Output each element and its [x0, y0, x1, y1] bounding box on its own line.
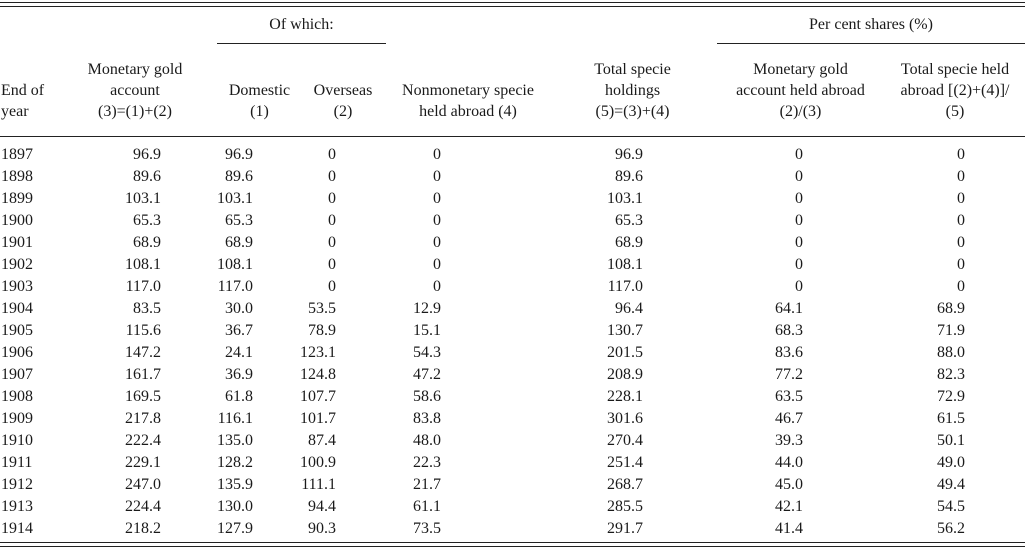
cell-monetary-gold: 117.0 [125, 278, 161, 295]
cell-year: 1905 [1, 322, 33, 339]
group-header-of-which: Of which: [269, 16, 334, 33]
cell-domestic: 117.0 [217, 278, 253, 295]
cell-year: 1899 [1, 190, 33, 207]
cell-share-total: 49.0 [937, 454, 965, 471]
cell-share-total: 0 [957, 256, 965, 273]
cell-share-monetary: 77.2 [775, 366, 803, 383]
cell-overseas: 124.8 [300, 366, 336, 383]
cell-share-monetary: 44.0 [775, 454, 803, 471]
cell-share-total: 49.4 [937, 476, 965, 493]
cell-total-specie: 103.1 [607, 190, 643, 207]
cell-total-specie: 228.1 [607, 388, 643, 405]
cell-overseas: 53.5 [308, 300, 336, 317]
cell-overseas: 0 [328, 234, 336, 251]
bottom-rule-inner [0, 546, 1025, 547]
cell-domestic: 36.7 [225, 322, 253, 339]
cell-monetary-gold: 247.0 [125, 476, 161, 493]
table-row [0, 474, 1025, 496]
cell-share-total: 50.1 [937, 432, 965, 449]
cell-total-specie: 96.4 [615, 300, 643, 317]
table-row [0, 364, 1025, 386]
cell-nonmonetary: 54.3 [413, 344, 441, 361]
cell-overseas: 0 [328, 212, 336, 229]
cell-nonmonetary: 61.1 [413, 498, 441, 515]
cell-nonmonetary: 12.9 [413, 300, 441, 317]
cell-nonmonetary: 0 [433, 168, 441, 185]
cell-domestic: 103.1 [217, 190, 253, 207]
cell-nonmonetary: 0 [433, 234, 441, 251]
cell-share-total: 82.3 [937, 366, 965, 383]
table-row [0, 232, 1025, 254]
cell-share-total: 0 [957, 212, 965, 229]
cell-domestic: 36.9 [225, 366, 253, 383]
cell-domestic: 65.3 [225, 212, 253, 229]
cell-total-specie: 268.7 [607, 476, 643, 493]
cell-year: 1912 [1, 476, 33, 493]
cell-share-monetary: 0 [795, 256, 803, 273]
cell-monetary-gold: 108.1 [125, 256, 161, 273]
cell-domestic: 135.0 [217, 432, 253, 449]
cell-share-total: 72.9 [937, 388, 965, 405]
cell-year: 1901 [1, 234, 33, 251]
column-header-share-total: Total specie held abroad [(2)+(4)]/ (5) [900, 61, 1010, 120]
cell-domestic: 116.1 [217, 410, 253, 427]
cell-share-monetary: 0 [795, 278, 803, 295]
cell-overseas: 0 [328, 256, 336, 273]
cell-year: 1907 [1, 366, 33, 383]
table-row [0, 342, 1025, 364]
cell-overseas: 90.3 [308, 520, 336, 537]
cell-share-total: 68.9 [937, 300, 965, 317]
cell-overseas: 101.7 [300, 410, 336, 427]
cell-total-specie: 251.4 [607, 454, 643, 471]
cell-share-monetary: 45.0 [775, 476, 803, 493]
cell-share-total: 88.0 [937, 344, 965, 361]
cell-share-total: 61.5 [937, 410, 965, 427]
table-row [0, 166, 1025, 188]
cell-share-monetary: 0 [795, 234, 803, 251]
cell-monetary-gold: 161.7 [125, 366, 161, 383]
bottom-rule-outer [0, 542, 1025, 543]
table-row [0, 298, 1025, 320]
cell-domestic: 30.0 [225, 300, 253, 317]
cell-total-specie: 117.0 [607, 278, 643, 295]
cell-nonmonetary: 21.7 [413, 476, 441, 493]
cell-year: 1898 [1, 168, 33, 185]
cell-total-specie: 65.3 [615, 212, 643, 229]
column-header-share-monetary: Monetary gold account held abroad (2)/(3) [736, 61, 865, 120]
table-row [0, 452, 1025, 474]
cell-monetary-gold: 224.4 [125, 498, 161, 515]
cell-domestic: 24.1 [225, 344, 253, 361]
cell-total-specie: 130.7 [607, 322, 643, 339]
cell-nonmonetary: 15.1 [413, 322, 441, 339]
cell-overseas: 94.4 [308, 498, 336, 515]
cell-year: 1904 [1, 300, 33, 317]
table-row [0, 430, 1025, 452]
cell-domestic: 135.9 [217, 476, 253, 493]
cell-share-monetary: 0 [795, 212, 803, 229]
cell-domestic: 130.0 [217, 498, 253, 515]
cell-monetary-gold: 218.2 [125, 520, 161, 537]
cell-nonmonetary: 22.3 [413, 454, 441, 471]
column-header-nonmonetary: Nonmonetary specie held abroad (4) [402, 82, 534, 120]
cell-monetary-gold: 89.6 [133, 168, 161, 185]
group-rule-of-which [217, 43, 386, 44]
cell-overseas: 123.1 [300, 344, 336, 361]
table-row [0, 210, 1025, 232]
data-table [0, 144, 1025, 540]
cell-overseas: 107.7 [300, 388, 336, 405]
cell-year: 1906 [1, 344, 33, 361]
cell-share-monetary: 0 [795, 190, 803, 207]
group-rule-shares [717, 43, 1025, 44]
cell-overseas: 0 [328, 190, 336, 207]
cell-year: 1908 [1, 388, 33, 405]
cell-domestic: 128.2 [217, 454, 253, 471]
table-body [0, 144, 1025, 540]
table-row [0, 144, 1025, 166]
column-header-monetary-gold: Monetary gold account (3)=(1)+(2) [87, 61, 183, 120]
table-row [0, 408, 1025, 430]
top-rule-inner [0, 6, 1025, 7]
table-row [0, 518, 1025, 540]
cell-monetary-gold: 103.1 [125, 190, 161, 207]
cell-nonmonetary: 83.8 [413, 410, 441, 427]
column-header-domestic: Domestic (1) [228, 82, 291, 120]
cell-monetary-gold: 169.5 [125, 388, 161, 405]
cell-share-monetary: 63.5 [775, 388, 803, 405]
cell-overseas: 0 [328, 146, 336, 163]
column-header-year: End of year [1, 82, 45, 120]
cell-monetary-gold: 217.8 [125, 410, 161, 427]
cell-year: 1902 [1, 256, 33, 273]
cell-domestic: 61.8 [225, 388, 253, 405]
cell-domestic: 89.6 [225, 168, 253, 185]
cell-share-monetary: 83.6 [775, 344, 803, 361]
cell-share-monetary: 64.1 [775, 300, 803, 317]
cell-nonmonetary: 47.2 [413, 366, 441, 383]
cell-nonmonetary: 0 [433, 146, 441, 163]
table-row [0, 276, 1025, 298]
cell-share-monetary: 42.1 [775, 498, 803, 515]
cell-monetary-gold: 147.2 [125, 344, 161, 361]
cell-share-monetary: 46.7 [775, 410, 803, 427]
cell-nonmonetary: 0 [433, 190, 441, 207]
cell-overseas: 87.4 [308, 432, 336, 449]
cell-share-total: 71.9 [937, 322, 965, 339]
table-row [0, 386, 1025, 408]
cell-share-total: 0 [957, 278, 965, 295]
cell-share-total: 0 [957, 190, 965, 207]
cell-share-total: 56.2 [937, 520, 965, 537]
table-row [0, 320, 1025, 342]
cell-year: 1914 [1, 520, 33, 537]
cell-total-specie: 285.5 [607, 498, 643, 515]
cell-total-specie: 96.9 [615, 146, 643, 163]
cell-nonmonetary: 73.5 [413, 520, 441, 537]
cell-total-specie: 301.6 [607, 410, 643, 427]
cell-domestic: 108.1 [217, 256, 253, 273]
cell-nonmonetary: 48.0 [413, 432, 441, 449]
cell-year: 1910 [1, 432, 33, 449]
cell-monetary-gold: 222.4 [125, 432, 161, 449]
cell-total-specie: 208.9 [607, 366, 643, 383]
cell-overseas: 0 [328, 168, 336, 185]
cell-total-specie: 68.9 [615, 234, 643, 251]
cell-nonmonetary: 0 [433, 278, 441, 295]
cell-domestic: 127.9 [217, 520, 253, 537]
cell-share-monetary: 68.3 [775, 322, 803, 339]
cell-domestic: 68.9 [225, 234, 253, 251]
table-row [0, 254, 1025, 276]
cell-overseas: 100.9 [300, 454, 336, 471]
cell-year: 1909 [1, 410, 33, 427]
cell-share-total: 0 [957, 234, 965, 251]
header-rule [0, 136, 1025, 137]
cell-monetary-gold: 68.9 [133, 234, 161, 251]
cell-nonmonetary: 58.6 [413, 388, 441, 405]
cell-monetary-gold: 65.3 [133, 212, 161, 229]
cell-share-monetary: 0 [795, 146, 803, 163]
cell-total-specie: 291.7 [607, 520, 643, 537]
cell-nonmonetary: 0 [433, 212, 441, 229]
cell-overseas: 0 [328, 278, 336, 295]
cell-share-total: 54.5 [937, 498, 965, 515]
column-header-total-specie: Total specie holdings (5)=(3)+(4) [594, 61, 671, 120]
cell-overseas: 78.9 [308, 322, 336, 339]
cell-overseas: 111.1 [301, 476, 336, 493]
cell-share-monetary: 0 [795, 168, 803, 185]
table-row [0, 496, 1025, 518]
cell-share-monetary: 39.3 [775, 432, 803, 449]
cell-total-specie: 89.6 [615, 168, 643, 185]
table-row [0, 188, 1025, 210]
column-header-overseas: Overseas (2) [313, 82, 373, 120]
cell-year: 1913 [1, 498, 33, 515]
cell-year: 1903 [1, 278, 33, 295]
cell-monetary-gold: 96.9 [133, 146, 161, 163]
cell-monetary-gold: 115.6 [125, 322, 161, 339]
cell-share-monetary: 41.4 [775, 520, 803, 537]
cell-share-total: 0 [957, 146, 965, 163]
cell-year: 1911 [1, 454, 33, 471]
cell-total-specie: 270.4 [607, 432, 643, 449]
cell-total-specie: 108.1 [607, 256, 643, 273]
cell-monetary-gold: 83.5 [133, 300, 161, 317]
cell-domestic: 96.9 [225, 146, 253, 163]
group-header-shares: Per cent shares (%) [809, 16, 933, 33]
cell-nonmonetary: 0 [433, 256, 441, 273]
cell-share-total: 0 [957, 168, 965, 185]
cell-year: 1900 [1, 212, 33, 229]
cell-total-specie: 201.5 [607, 344, 643, 361]
top-rule-outer [0, 2, 1025, 3]
cell-year: 1897 [1, 146, 33, 163]
cell-monetary-gold: 229.1 [125, 454, 161, 471]
